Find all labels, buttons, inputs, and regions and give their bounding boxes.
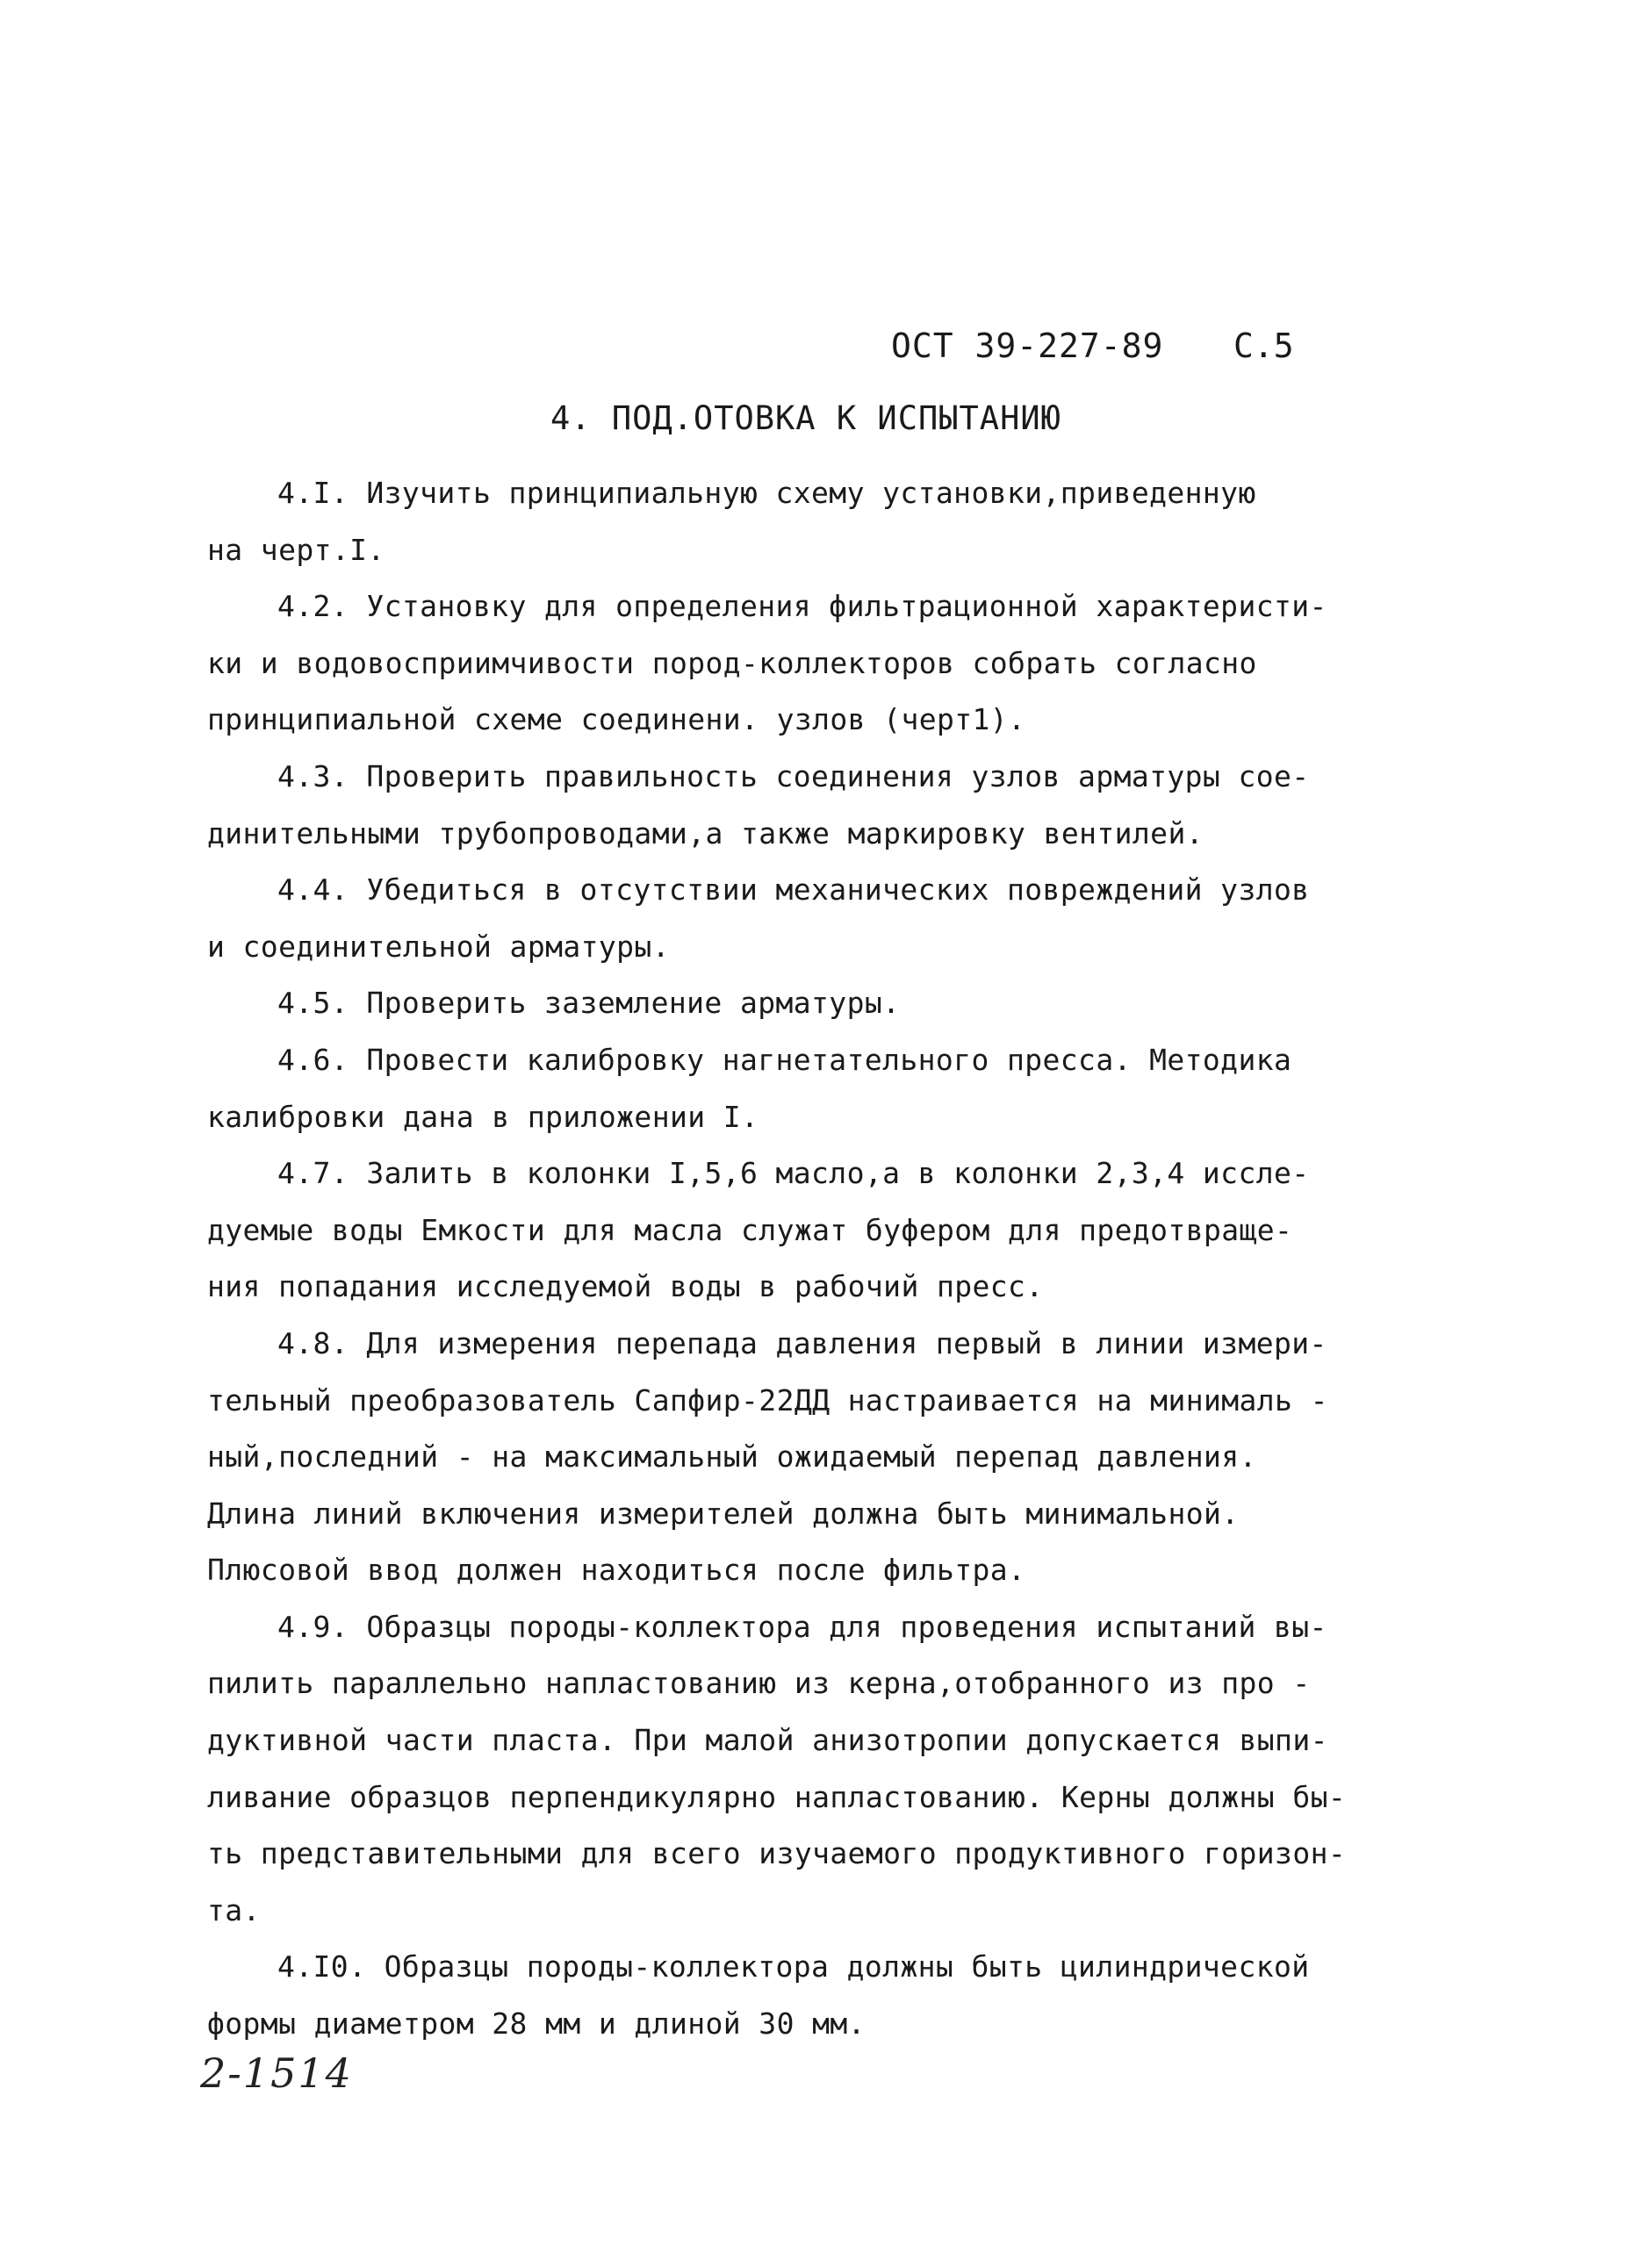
paragraph-4-2-line: ки и водовосприимчивости пород-коллекторов собрать согласно: [207, 645, 1257, 680]
paragraph-4-9-line: ть представительными для всего изучаемого продуктивного горизон-: [207, 1836, 1347, 1871]
paragraph-4-3-line: 4.3. Проверить правильность соединения узлов арматуры сое-: [277, 758, 1310, 793]
paragraph-4-8-line: Длина линий включения измерителей должна быть минимальной.: [207, 1496, 1240, 1531]
paragraph-4-8-line: 4.8. Для измерения перепада давления первый в линии измери-: [277, 1325, 1327, 1360]
paragraph-4-3-line: динительными трубопроводами,а также маркировку вентилей.: [207, 815, 1204, 850]
paragraph-4-7-line: 4.7. Залить в колонки I,5,6 масло,а в колонки 2,3,4 иссле-: [277, 1156, 1310, 1191]
paragraph-4-4-line: 4.4. Убедиться в отсутствии механических повреждений узлов: [277, 872, 1310, 908]
paragraph-4-2-line: 4.2. Установку для определения фильтрационной характеристи-: [277, 589, 1327, 624]
paragraph-4-9-line: ливание образцов перпендикулярно напластованию. Керны должны бы-: [207, 1779, 1347, 1814]
paragraph-4-9-line: пилить параллельно напластованию из керна,отобранного из про -: [207, 1666, 1311, 1701]
page-number: С.5: [1233, 327, 1294, 365]
section-title: 4. ПОД.ОТОВКА К ИСПЫТАНИЮ: [550, 399, 1061, 437]
paragraph-4-9-line: 4.9. Образцы породы-коллектора для проведения испытаний вы-: [277, 1609, 1327, 1644]
standard-code: ОСТ 39-227-89: [891, 327, 1164, 365]
paragraph-4-7-line: дуемые воды Емкости для масла служат буфером для предотвраще-: [207, 1212, 1293, 1247]
paragraph-4-8-line: Плюсовой ввод должен находиться после фильтра.: [207, 1553, 1026, 1588]
paragraph-4-9-line: та.: [207, 1892, 261, 1927]
paragraph-4-2-line: принципиальной схеме соединени. узлов (черт1).: [207, 702, 1026, 737]
paragraph-4-10-line: 4.I0. Образцы породы-коллектора должны быть цилиндрической: [277, 1949, 1310, 1984]
paragraph-4-10-line: формы диаметром 28 мм и длиной 30 мм.: [207, 2006, 866, 2042]
paragraph-4-1-line: 4.I. Изучить принципиальную схему установки,приведенную: [277, 476, 1256, 510]
paragraph-4-1-line: на черт.I.: [207, 532, 385, 567]
paragraph-4-7-line: ния попадания исследуемой воды в рабочий пресс.: [207, 1269, 1044, 1304]
paragraph-4-6-line: 4.6. Провести калибровку нагнетательного пресса. Методика: [277, 1042, 1292, 1077]
paragraph-4-5-line: 4.5. Проверить заземление арматуры.: [277, 986, 901, 1021]
paragraph-4-4-line: и соединительной арматуры.: [207, 929, 670, 964]
paragraph-4-9-line: дуктивной части пласта. При малой анизотропии допускается выпи-: [207, 1723, 1328, 1758]
paragraph-4-8-line: ный,последний - на максимальный ожидаемый перепад давления.: [207, 1439, 1257, 1475]
paragraph-4-6-line: калибровки дана в приложении I.: [207, 1099, 759, 1134]
body-text: [207, 465, 1347, 2053]
paragraph-4-8-line: тельный преобразователь Сапфир-22ДД настраивается на минималь -: [207, 1382, 1328, 1418]
handwritten-note: 2-1514: [200, 2049, 353, 2097]
